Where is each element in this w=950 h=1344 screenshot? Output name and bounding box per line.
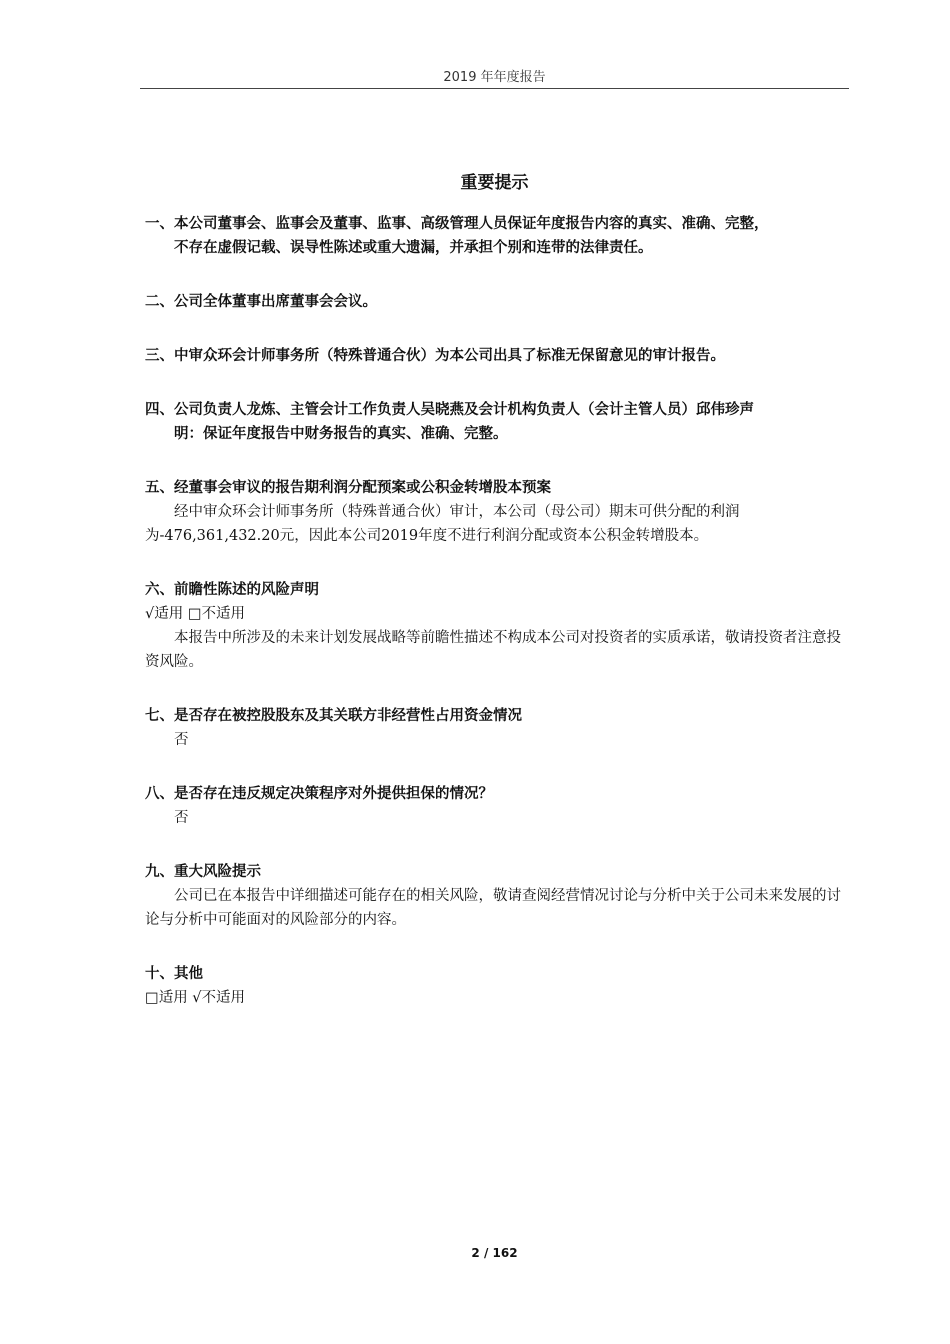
page-number: 2 / 162	[471, 1246, 518, 1260]
section-7-answer: 否	[174, 732, 189, 748]
section-7	[145, 704, 850, 752]
section-8	[145, 782, 850, 830]
section-9-body: 公司已在本报告中详细描述可能存在的相关风险，敬请查阅经营情况讨论与分析中关于公司未来发展的讨论与分析中可能面对的风险部分的内容。	[145, 888, 841, 928]
section-9-heading: 九、重大风险提示	[145, 864, 261, 880]
section-10	[145, 962, 850, 1010]
section-10-heading: 十、其他	[145, 966, 203, 982]
notice-content	[145, 212, 850, 1040]
section-4	[145, 398, 850, 446]
section-5	[145, 476, 850, 548]
section-3	[145, 344, 850, 368]
section-6-heading: 六、前瞻性陈述的风险声明	[145, 582, 319, 598]
section-1-heading: 一、本公司董事会、监事会及董事、监事、高级管理人员保证年度报告内容的真实、准确、完整， 不存在虚假记载、误导性陈述或重大遗漏，并承担个别和连带的法律责任。	[145, 216, 769, 256]
section-8-answer: 否	[174, 810, 189, 826]
section-10-option: □适用 √不适用	[145, 990, 246, 1006]
section-6-body: 本报告中所涉及的未来计划发展战略等前瞻性描述不构成本公司对投资者的实质承诺，敬请投资者注意投资风险。	[145, 630, 841, 670]
section-7-heading: 七、是否存在被控股股东及其关联方非经营性占用资金情况	[145, 708, 522, 724]
header-divider	[140, 88, 849, 89]
section-2-heading: 二、公司全体董事出席董事会会议。	[145, 294, 377, 310]
section-5-heading: 五、经董事会审议的报告期利润分配预案或公积金转增股本预案	[145, 480, 551, 496]
section-6	[145, 578, 850, 674]
section-6-option: √适用 □不适用	[145, 606, 246, 622]
section-3-heading: 三、中审众环会计师事务所（特殊普通合伙）为本公司出具了标准无保留意见的审计报告。	[145, 348, 725, 364]
page-header: 2019 年年度报告	[443, 70, 546, 85]
section-1	[145, 212, 850, 260]
section-4-heading: 四、公司负责人龙炼、主管会计工作负责人吴晓燕及会计机构负责人（会计主管人员）邱伟珍声 明：保证年度报告中财务报告的真实、准确、完整。	[145, 402, 754, 442]
section-8-heading: 八、是否存在违反规定决策程序对外提供担保的情况？	[145, 786, 493, 802]
section-9	[145, 860, 850, 932]
section-2	[145, 290, 850, 314]
section-5-body: 经中审众环会计师事务所（特殊普通合伙）审计，本公司（母公司）期末可供分配的利润为-476,361,432.20元，因此本公司2019年度不进行利润分配或资本公积金转增股本。	[145, 504, 740, 544]
page-title: 重要提示	[460, 173, 529, 193]
